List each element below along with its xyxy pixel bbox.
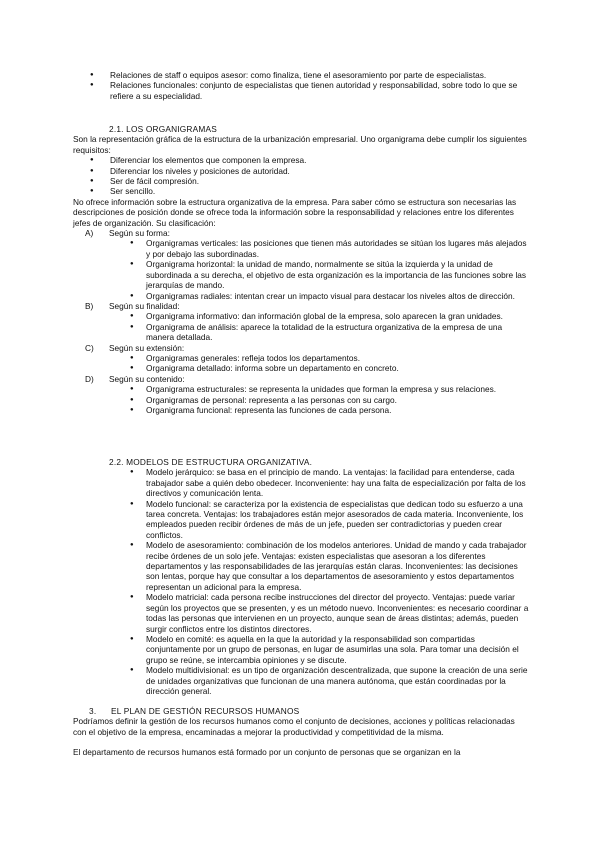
staff-relations-list: [73, 70, 530, 101]
classification-heading: D) Según su contenido:: [85, 373, 185, 384]
section-heading: 3. EL PLAN DE GESTIÓN RECURSOS HUMANOS: [89, 706, 300, 716]
list-item: ● Organigrama informativo: dan información global de la empresa, solo aparecen la gran unidades.: [73, 311, 530, 321]
requirements-list: [73, 155, 530, 197]
list-item: ● Diferenciar los niveles y posiciones de autoridad.: [73, 166, 530, 176]
list-item: ● Modelo multidivisional: es un tipo de organización descentralizada, que supone la creación de una serie de unidades organizativas que funcionan de una manera autónoma, que están coordinadas por la dirección general.: [73, 665, 530, 696]
paragraph: Son la representación gráfica de la estructura de la urbanización empresarial. Uno organigrama debe cumplir los siguientes requisitos:: [73, 134, 527, 155]
list-item: ● Organigramas verticales: las posiciones que tienen más autoridades se sitúan los lugares más alejados y por debajo las subordinadas.: [73, 238, 530, 259]
list-item: ● Organigrama horizontal: la unidad de mando, normalmente se sitúa la izquierda y la unidad de subordinada a su derecha, el objetivo de esta organización es la importancia de las funciones sobre las jerarquías de mando.: [73, 259, 530, 290]
section-heading: 2.1. LOS ORGANIGRAMAS: [109, 124, 217, 134]
paragraph: El departamento de recursos humanos está formado por un conjunto de personas que se organizan en la: [73, 747, 461, 758]
paragraph: Podríamos definir la gestión de los recursos humanos como el conjunto de decisiones, acciones y políticas relacionadas con el objetivo de la empresa, encaminadas a mejorar la productividad y competitividad de la misma.: [73, 716, 515, 737]
list-item: ● Organigramas generales: refleja todos los departamentos.: [73, 353, 530, 363]
list-item: ● Ser de fácil compresión.: [73, 176, 530, 186]
list-item: ● Organigrama de análisis: aparece la totalidad de la estructura organizativa de la empresa de una manera detallada.: [73, 322, 530, 343]
list-item: ● Modelo jerárquico: se basa en el principio de mando. La ventajas: la facilidad para entenderse, cada trabajador sabe a quién debo obedecer. Inconveniente: hay una falta de especialización por falta de los directivos y comunicación lenta.: [73, 467, 530, 498]
list-item: ● Organigrama funcional: representa las funciones de cada persona.: [73, 405, 530, 415]
list-item: ● Relaciones de staff o equipos asesor: como finaliza, tiene el asesoramiento por parte de especialistas.: [73, 70, 530, 80]
classification-heading: A) Según su forma:: [85, 228, 170, 239]
classification-heading: B) Según su finalidad:: [85, 300, 180, 311]
list-item: ● Relaciones funcionales: conjunto de especialistas que tienen autoridad y responsabilidad, sobre todo lo que se refiere a su especialidad.: [73, 80, 530, 101]
list-item: ● Organigrama estructurales: se representa la unidades que forman la empresa y sus relaciones.: [73, 384, 530, 394]
list-item: ● Modelo matricial: cada persona recibe instrucciones del director del proyecto. Ventajas: puede variar según los proyectos que se presenten, y es un método nuevo. Inconvenientes: es necesario coordinar a todas las personas que intervienen en un proyecto, aunque sean de áreas distintas; además, pueden surgir conflictos entre los distintos directores.: [73, 592, 530, 634]
paragraph: No ofrece información sobre la estructura organizativa de la empresa. Para saber cómo se estructura son necesarias las descripciones de posición donde se ofrece toda la información sobre la responsabilidad y relaciones entre los diferentes jefes de organización. Su clasificación:: [73, 196, 517, 228]
list-item: ● Ser sencillo.: [73, 186, 530, 196]
section-modelos: [73, 457, 530, 696]
list-item: ● Modelo funcional: se caracteriza por la existencia de especialistas que dedican todo su esfuerzo a una tarea concreta. Ventajas: los trabajadores están mejor asesorados de cada materia. Inconveniente, los empleados pueden recibir órdenes de más de un jefe, pueden ser contradictorias y pueden crear conflictos.: [73, 499, 530, 541]
section-heading: 2.2. MODELOS DE ESTRUCTURA ORGANIZATIVA.: [109, 457, 313, 467]
list-item: ● Diferenciar los elementos que componen la empresa.: [73, 155, 530, 165]
list-item: ● Organigrama detallado: informa sobre un departamento en concreto.: [73, 363, 530, 373]
list-item: ● Organigramas radiales: intentan crear un impacto visual para destacar los niveles altos de dirección.: [73, 291, 530, 301]
list-item: ● Organigramas de personal: representa a las personas con su cargo.: [73, 395, 530, 405]
section-plan-gestion: [73, 706, 530, 758]
list-item: ● Modelo de asesoramiento: combinación de los modelos anteriores. Unidad de mando y cada trabajador recibe órdenes de un solo jefe. Ventajas: existen especialistas que asesoran a los diferentes departamentos y las responsabilidades de las jerarquías están claras. Inconvenientes: las decisiones son lentas, porque hay que consultar a los departamentos de asesoramiento y estos departamentos representan un adicional para la empresa.: [73, 540, 530, 592]
section-organigramas: [73, 124, 530, 415]
classification-heading: C) Según su extensión:: [85, 342, 185, 353]
list-item: ● Modelo en comité: es aquella en la que la autoridad y la responsabilidad son compartidas conjuntamente por un grupo de personas, en lugar de asumirlas una sola. Para tomar una decisión el grupo se reúne, se intercambia opiniones y se discute.: [73, 634, 530, 665]
